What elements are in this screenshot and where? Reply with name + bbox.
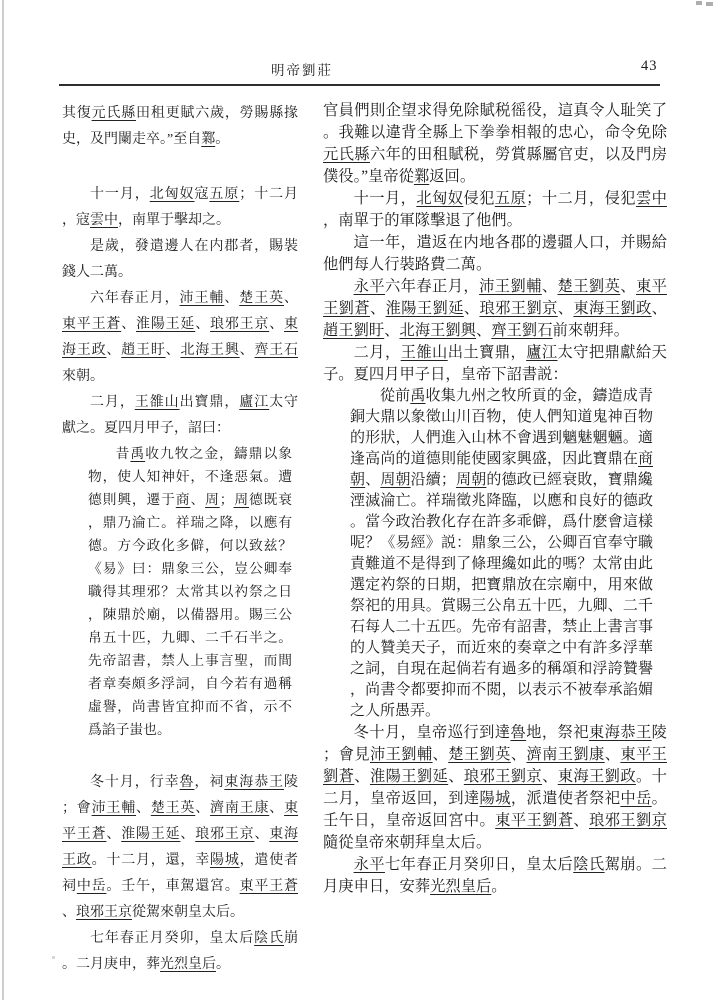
proper-noun-underline: 趙王劉盱 (323, 322, 385, 339)
proper-noun-underline: 東平王劉蒼 (495, 812, 574, 829)
proper-noun-underline: 東海王政 (62, 317, 299, 358)
text-run: 從前 (380, 388, 411, 404)
text-run: 收集九州之牧所貢的金，鑄造成青銅大鼎以象徵山川百物，使人們知道鬼神百物的形狀，人們進入山林不會遇到魑魅魍魎。適逢高尚的道德則能使國家興盛，因此寶鼎在 (350, 388, 653, 467)
text-run: 六年春正月， (90, 291, 180, 306)
text-run: 。十二月，皇帝返回，到達 (323, 768, 667, 807)
text-run: 、 (121, 317, 137, 332)
text-run: ； (219, 492, 234, 507)
proper-noun-underline: 東平王劉蒼 (323, 746, 667, 785)
proper-noun-underline: 元氏縣 (91, 106, 137, 121)
proper-noun-underline: 陰氏 (254, 931, 285, 946)
text-run: ；十二月，寇 (62, 187, 299, 228)
proper-noun-underline: 中岳 (620, 790, 652, 807)
proper-noun-underline: 琅邪王劉京 (479, 300, 558, 317)
text-run: 、 (384, 322, 400, 339)
text-run: 、 (541, 278, 558, 295)
text-run: 、 (604, 746, 621, 763)
text-run: 返回。 (429, 168, 476, 185)
text-run: 。 (491, 878, 507, 895)
proper-noun-underline: 廬江 (526, 344, 558, 361)
proper-noun-underline: 王雒山 (134, 395, 180, 410)
text-run: 從駕來朝皇太后。 (132, 905, 244, 920)
text-run: 陵；會 (62, 775, 299, 816)
text-run: 、 (620, 278, 636, 295)
proper-noun-underline: 琅邪王京 (195, 827, 255, 842)
translation-column (323, 100, 667, 898)
proper-noun-underline: 雲中 (90, 213, 118, 228)
proper-noun-underline: 東平王蒼 (62, 801, 299, 842)
proper-noun-underline: 東平王蒼 (239, 879, 299, 894)
text-run: 、 (448, 768, 464, 785)
proper-noun-underline: 趙王盱 (121, 343, 166, 358)
paragraph (323, 276, 667, 342)
text-run: 昔 (115, 446, 131, 461)
paragraph (62, 182, 298, 234)
text-run: 沿續； (410, 472, 456, 488)
proper-noun-underline: 王雒山 (400, 344, 448, 361)
text-run: ；十二月，侵犯 (526, 190, 636, 207)
text-run: 、 (432, 746, 449, 763)
text-run: ，派遣使者祭祀 (510, 790, 621, 807)
proper-noun-underline: 北海王劉興 (399, 322, 477, 339)
paragraph (62, 770, 298, 926)
proper-noun-underline: 東海王政 (62, 827, 299, 868)
proper-noun-underline: 東平王劉蒼 (323, 278, 667, 317)
proper-noun-underline: 陽城 (210, 853, 240, 868)
paragraph (62, 390, 298, 442)
text-run: 、 (106, 827, 122, 842)
text-run: 、 (365, 472, 381, 488)
text-run: 、 (269, 801, 285, 816)
text-run: ，南單于擊却之。 (118, 213, 230, 228)
proper-noun-underline: 琅邪王劉京 (463, 768, 543, 785)
text-run: 陵；會見 (323, 724, 667, 763)
paragraph (323, 232, 667, 276)
proper-noun-underline: 魯 (510, 724, 527, 741)
text-run: 、 (239, 343, 255, 358)
proper-noun-underline: 東海王劉政 (573, 300, 652, 317)
text-run: 二月， (353, 344, 401, 361)
proper-noun-underline: 淮陽王劉延 (369, 768, 449, 785)
proper-noun-underline: 楚王劉英 (557, 278, 621, 295)
text-run: 冬十月，皇帝巡行到達 (353, 724, 511, 741)
text-run: ，祠 (194, 775, 225, 790)
proper-noun-underline: 齊王劉石 (491, 322, 553, 339)
text-run: 七年春正月癸卯日，皇太后 (384, 856, 574, 873)
proper-noun-underline: 陽城 (479, 790, 511, 807)
text-run: 侵犯 (463, 190, 495, 207)
paragraph (62, 101, 298, 153)
paragraph (323, 100, 667, 188)
proper-noun-underline: 鄴 (201, 132, 216, 147)
text-run: 這一年，遣返在内地各郡的邊疆人口，并賜給他們每人行裝路費二萬。 (323, 234, 667, 273)
text-run: 德既衰，鼎乃淪亡。祥瑞之降，以應有德。方今政化多僻，何以致兹？《易》曰：鼎象三公，豈公卿奉職得其理邪？太常其以礿祭之日，陳鼎於廟，以備器用。賜三公帛五十匹，九卿、二千石半之。先帝詔書，禁人上事言聖，而間者章奏頗多浮詞，自今若有過稱虛譽，尚書皆宜抑而不省，示不爲諂子蚩也。 (88, 492, 293, 737)
text-run: 出土寶鼎， (447, 344, 527, 361)
text-run: 、 (165, 343, 181, 358)
proper-noun-underline: 琅邪王京 (76, 905, 132, 920)
text-run: 、 (573, 812, 590, 829)
scan-speck (52, 956, 55, 959)
proper-noun-underline: 周 (233, 492, 249, 507)
text-run: 的德政已經衰敗，寶鼎纔湮滅淪亡。祥瑞徵兆降臨，以應和良好的德政。當今政治教化存在許多乖僻，爲什麽會這樣呢？《易經》説：鼎象三公，公卿百官奉守職責難道不是得到了條理纔如此的嗎？太常由此選定礿祭的日期，把寶鼎放在宗廟中，用來做祭祀的用具。賞賜三公帛五十匹，九卿、二千石每人二十五匹。先帝有詔書，禁止上書言事的人贊美天子，而近來的奏章之中有許多浮華之詞，自現在起倘若有過多的稱頌和浮誇贊譽，尚書令都要抑而不閲，以表示不被奉承諂媚之人所愚弄。 (350, 472, 653, 719)
text-run: 二月， (90, 395, 135, 410)
text-run: 其復 (62, 106, 92, 121)
proper-noun-underline: 淮陽王延 (136, 317, 196, 332)
header-rule (59, 84, 660, 86)
proper-noun-underline: 商 (175, 492, 191, 507)
text-run: 、 (269, 317, 285, 332)
text-run: 太守把鼎獻給天子。夏四月甲子日，皇帝下詔書説： (323, 344, 667, 383)
text-run: 、 (463, 300, 480, 317)
text-run: 、 (284, 291, 299, 306)
text-run: 、 (180, 827, 196, 842)
chapter-title: 明帝劉莊 (271, 63, 333, 78)
scan-edge-line (2, 0, 4, 1000)
text-run: ，遣使者祠 (62, 853, 299, 894)
text-run: 太守獻之。夏四月甲子，詔曰： (62, 395, 299, 436)
text-run: 十一月， (353, 190, 417, 207)
text-run: 、 (542, 768, 558, 785)
proper-noun-underline: 五原 (209, 187, 240, 202)
scan-speck (696, 1, 702, 5)
proper-noun-underline: 琅邪王京 (210, 317, 270, 332)
text-run: 。壬午，車駕還宮。 (106, 879, 240, 894)
paragraph (62, 234, 298, 286)
text-run: 出寶鼎， (179, 395, 240, 410)
proper-noun-underline: 五原 (494, 190, 527, 207)
proper-noun-underline: 楚王英 (239, 291, 285, 306)
proper-noun-underline: 淮陽王延 (121, 827, 181, 842)
paragraph (62, 286, 298, 390)
proper-noun-underline: 商朝 (350, 451, 653, 488)
classical-text-column (62, 101, 298, 978)
proper-noun-underline: 楚王劉英 (448, 746, 511, 763)
text-run: 、 (651, 300, 667, 317)
proper-noun-underline: 元氏縣 (323, 146, 370, 163)
proper-noun-underline: 沛王輔 (179, 291, 225, 306)
text-run: 七年春正月癸卯，皇太后 (90, 931, 255, 946)
text-run: 、 (476, 322, 492, 339)
proper-noun-underline: 禹 (130, 446, 146, 461)
paragraph (323, 722, 667, 854)
text-run: 、 (557, 300, 574, 317)
text-run: 地，祭祀 (526, 724, 589, 741)
proper-noun-underline: 東海王劉政 (557, 768, 636, 785)
paragraph (62, 926, 298, 978)
proper-noun-underline: 東平王蒼 (62, 317, 122, 332)
proper-noun-underline: 永平 (353, 856, 385, 873)
paragraph (323, 342, 667, 386)
proper-noun-underline: 沛王劉輔 (479, 278, 542, 295)
quote-paragraph (88, 442, 292, 741)
text-run: 隨從皇帝來朝拜皇太后。 (323, 834, 492, 851)
text-run: 、 (369, 300, 386, 317)
text-run: 寇 (194, 187, 210, 202)
proper-noun-underline: 永平 (353, 278, 385, 295)
proper-noun-underline: 光烈皇后 (430, 878, 492, 895)
proper-noun-underline: 廬江 (239, 395, 270, 410)
text-run: 、 (254, 827, 270, 842)
proper-noun-underline: 琅邪王劉京 (589, 812, 667, 829)
proper-noun-underline: 周 (205, 492, 220, 507)
text-run: 來朝。 (62, 369, 104, 384)
text-run: 。十二月，還，幸 (91, 853, 211, 868)
text-run: 十一月， (90, 187, 150, 202)
text-run: 崩。二月庚申，葬 (62, 931, 299, 972)
text-run: 、 (106, 343, 122, 358)
proper-noun-underline: 周朝 (380, 472, 411, 488)
text-run: 、 (195, 317, 211, 332)
proper-noun-underline: 沛王輔 (91, 801, 137, 816)
scan-speck (706, 2, 713, 6)
proper-noun-underline: 東海恭王 (588, 724, 652, 741)
proper-noun-underline: 陰氏 (573, 856, 605, 873)
proper-noun-underline: 雲中 (635, 190, 667, 207)
paragraph (323, 188, 667, 232)
proper-noun-underline: 齊王石 (254, 343, 299, 358)
text-run: 六年的田租賦税，勞賞縣屬官吏，以及門房僕役。”皇帝從 (323, 146, 667, 185)
proper-noun-underline: 禹 (410, 388, 426, 404)
text-run: 、 (136, 801, 151, 816)
text-run: 、 (354, 768, 370, 785)
proper-noun-underline: 光烈皇后 (160, 957, 216, 972)
text-run: 前來朝拜。 (552, 322, 630, 339)
text-run: 冬十月，行幸 (90, 775, 180, 790)
proper-noun-underline: 濟南王劉康 (526, 746, 605, 763)
text-run: 官員們則企望求得免除賦税徭役，這真令人耻笑了。我難以違背全縣上下拳拳相報的忠心，命令免除 (323, 102, 667, 141)
text-run: 收九牧之金，鑄鼎以象物，使人知神奸，不逢惡氣。遭德則興，遷于 (88, 446, 293, 507)
text-run: 田租更賦六歲，勞賜縣掾史，及門闌走卒。”至自 (62, 106, 299, 147)
text-run: 駕崩。二月庚申日，安葬 (323, 856, 667, 895)
proper-noun-underline: 濟南王康 (210, 801, 270, 816)
text-run: 。 (215, 132, 230, 147)
text-run: 。 (216, 957, 230, 972)
proper-noun-underline: 周朝 (455, 472, 487, 488)
paragraph (323, 854, 667, 898)
proper-noun-underline: 北海王興 (180, 343, 240, 358)
text-run: 、 (224, 291, 240, 306)
proper-noun-underline: 楚王英 (150, 801, 196, 816)
text-run: 六年春正月， (384, 278, 480, 295)
quote-paragraph (350, 386, 653, 722)
text-run: 、 (195, 801, 211, 816)
text-run: ，南單于的軍隊擊退了他們。 (323, 212, 522, 229)
text-run: 、 (190, 492, 206, 507)
proper-noun-underline: 鄴 (413, 168, 430, 185)
proper-noun-underline: 北匈奴 (416, 190, 464, 207)
text-run: 、 (62, 905, 76, 920)
text-run: 是歲，發遣邊人在内郡者，賜裝錢人二萬。 (62, 239, 298, 280)
text-run: 、 (510, 746, 527, 763)
proper-noun-underline: 東海恭王 (224, 775, 285, 790)
proper-noun-underline: 魯 (179, 775, 195, 790)
proper-noun-underline: 淮陽王劉延 (385, 300, 464, 317)
page-number: 43 (641, 58, 658, 74)
proper-noun-underline: 中岳 (76, 879, 107, 894)
proper-noun-underline: 北匈奴 (149, 187, 195, 202)
text-run: 。壬午日，皇帝返回宮中。 (323, 790, 667, 829)
proper-noun-underline: 沛王劉輔 (369, 746, 433, 763)
